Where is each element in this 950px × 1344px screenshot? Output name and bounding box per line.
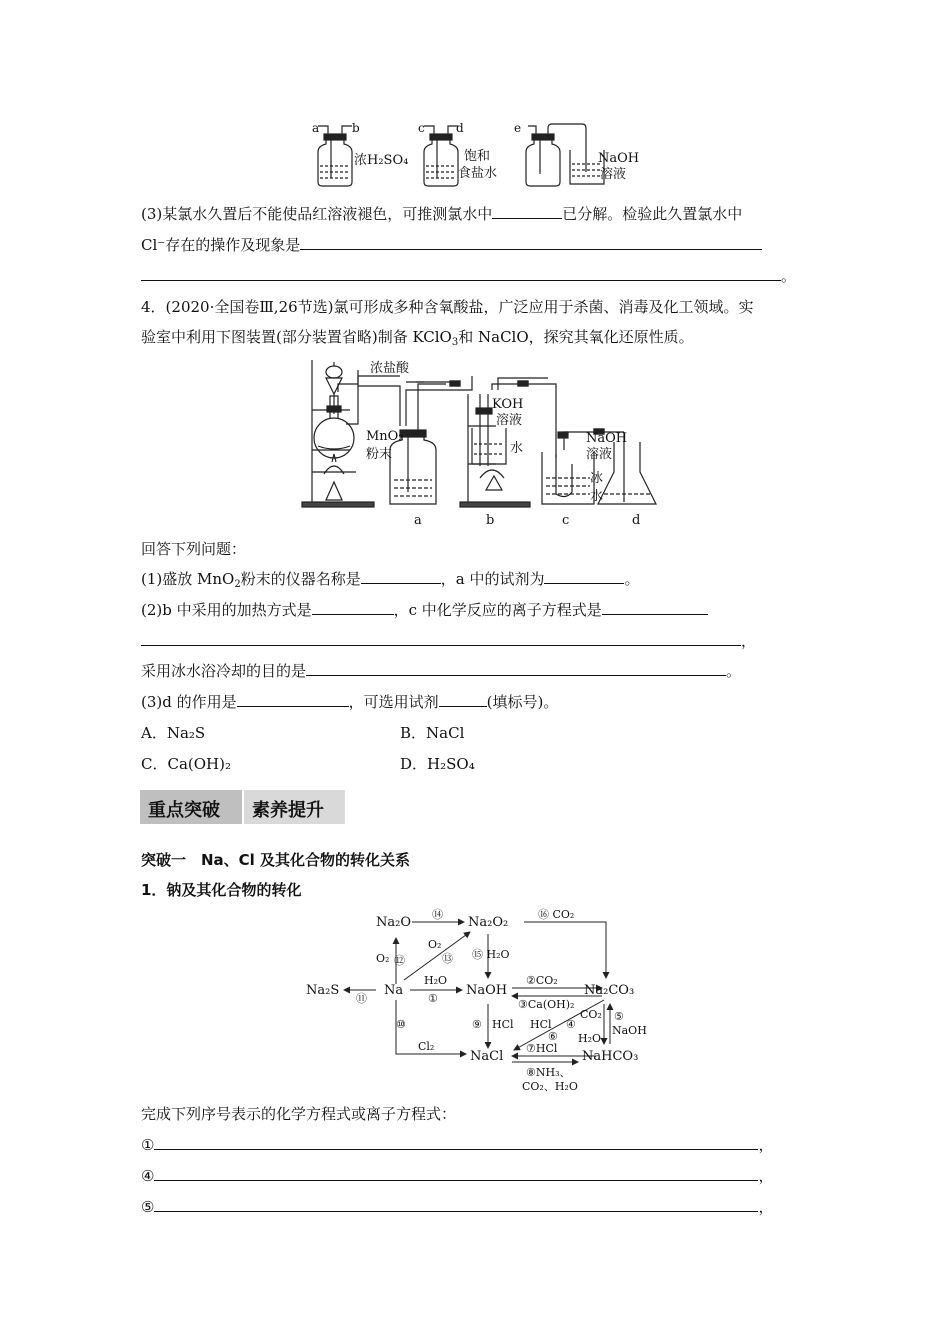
blank[interactable] (312, 600, 394, 615)
step-13: ⑬ (442, 952, 453, 965)
label-c: c (418, 122, 425, 135)
koh-label-2: 溶液 (496, 413, 523, 428)
blank[interactable] (439, 692, 487, 707)
mno2-label: MnO₂ (366, 429, 404, 444)
blank[interactable] (154, 1166, 758, 1181)
beaker-label-2: 溶液 (600, 167, 627, 182)
label-a-fig2: a (414, 513, 422, 528)
step-15: ⑮ H₂O (472, 948, 510, 961)
step-7: ⑦HCl (526, 1042, 558, 1055)
step-14: ⑭ (432, 908, 443, 921)
blank[interactable] (154, 1135, 758, 1150)
banner-text-1: 重点突破 (148, 800, 220, 821)
step-4-co2: CO₂ (580, 1008, 602, 1021)
answer-line-4: ④ ， (141, 1167, 774, 1185)
hcl-label: 浓盐酸 (370, 361, 410, 376)
koh-label-1: KOH (492, 397, 524, 412)
option-c: C．Ca(OH)₂ (141, 755, 231, 773)
blank[interactable] (237, 692, 349, 707)
q4-part2-cont: ， (141, 630, 756, 651)
label-b: b (352, 122, 360, 135)
apparatus-figure (296, 354, 676, 530)
answer-line-1: ① ， (141, 1136, 774, 1154)
step-9-hcl: HCl (492, 1018, 514, 1031)
q3-line-1: (3)某氯水久置后不能使品红溶液褪色，可推测氯水中 已分解。检验此久置氯水中 (141, 205, 743, 223)
blank[interactable] (154, 1197, 758, 1212)
powder-label: 粉末 (366, 447, 393, 462)
step-cl2: Cl₂ (418, 1040, 435, 1053)
q4-part3: (3)d 的作用是 ，可选用试剂 (填标号)。 (141, 693, 559, 711)
q4-part2: (2)b 中采用的加热方式是 ，c 中化学反应的离子方程式是 (141, 599, 708, 620)
step-5: ⑤ (614, 1010, 624, 1023)
step-o2-b: O₂ (428, 938, 442, 951)
step-4-h2o: H₂O (578, 1032, 602, 1045)
blank[interactable] (602, 600, 708, 615)
blank[interactable] (141, 631, 741, 646)
beaker-label-1: NaOH (598, 151, 640, 166)
q4-part1: (1)盛放 MnO$_2$粉末的仪器名称是 ，a 中的试剂为 。 (141, 570, 640, 590)
step-8: ⑧NH₃、 (526, 1066, 571, 1079)
q3-line-3: 。 (141, 265, 796, 286)
node-naoh: NaOH (466, 983, 508, 998)
ice-label-2: 水 (590, 489, 604, 504)
step-12: ⑫ (394, 954, 405, 967)
blank[interactable] (306, 661, 726, 676)
sodium-conversion-diagram (300, 904, 660, 1096)
step-6: ⑥ (548, 1030, 558, 1043)
section-subtitle: 1．钠及其化合物的转化 (141, 881, 302, 899)
blank[interactable] (141, 266, 781, 281)
blank[interactable] (492, 204, 562, 219)
node-na2s: Na₂S (306, 983, 340, 998)
step-8-b: CO₂、H₂O (522, 1080, 578, 1093)
label-e: e (514, 122, 522, 135)
q4-line-2: 验室中利用下图装置(部分装置省略)制备 KClO$_3$和 NaClO，探究其氧化还原性质。 (141, 328, 694, 348)
step-11: ⑪ (356, 992, 367, 1005)
bottle2-label-1: 饱和 (464, 149, 491, 164)
label-a: a (312, 122, 320, 135)
blank[interactable] (361, 569, 441, 584)
option-d: D．H₂SO₄ (400, 755, 475, 773)
step-1: ① (428, 992, 438, 1005)
step-16: ⑯ CO₂ (538, 908, 575, 921)
step-2: ②CO₂ (526, 974, 558, 987)
step-6-hcl: HCl (530, 1018, 552, 1031)
answer-line-5: ⑤ ， (141, 1198, 774, 1216)
q4-part2-ice: 采用冰水浴冷却的目的是 。 (141, 662, 742, 680)
bottle1-label: 浓H₂SO₄ (354, 153, 409, 168)
step-4: ④ (566, 1018, 576, 1031)
blank[interactable] (300, 235, 762, 250)
section-title: 突破一 Na、Cl 及其化合物的转化关系 (141, 851, 411, 869)
final-intro: 完成下列序号表示的化学方程式或离子方程式： (141, 1105, 457, 1123)
blank[interactable] (544, 569, 624, 584)
step-o2-a: O₂ (376, 952, 390, 965)
label-b-fig2: b (486, 513, 495, 528)
step-9: ⑨ (472, 1018, 482, 1031)
label-d-fig2: d (632, 513, 641, 528)
option-a: A．Na₂S (141, 724, 206, 742)
q4-intro: 回答下列问题： (141, 540, 247, 558)
node-nacl: NaCl (470, 1049, 504, 1064)
q3-line-2: Cl⁻存在的操作及现象是 (141, 234, 762, 255)
q4-line-1: 4．(2020·全国卷Ⅲ,26节选)氯可形成多种含氧酸盐，广泛应用于杀菌、消毒及化工领域。实 (141, 298, 754, 316)
label-d: d (456, 122, 464, 135)
naoh-label-2: 溶液 (586, 447, 613, 462)
banner-text-2: 素养提升 (252, 800, 324, 821)
step-5-naoh: NaOH (612, 1024, 647, 1037)
naoh-label-1: NaOH (586, 431, 628, 446)
node-na2co3: Na₂CO₃ (584, 983, 635, 998)
water-label: 水 (510, 441, 524, 456)
option-b: B．NaCl (400, 724, 465, 742)
gas-washing-bottles-figure (300, 122, 660, 194)
node-na2o2: Na₂O₂ (468, 915, 509, 930)
section-banner (140, 790, 345, 824)
bottle2-label-2: 食盐水 (458, 166, 498, 181)
node-na: Na (384, 983, 404, 998)
step-3: ③Ca(OH)₂ (518, 998, 575, 1011)
step-h2o: H₂O (424, 974, 448, 987)
step-10: ⑩ (396, 1018, 406, 1031)
node-na2o: Na₂O (376, 915, 411, 930)
label-c-fig2: c (562, 513, 570, 528)
ice-label-1: 冰 (590, 471, 604, 486)
node-nahco3: NaHCO₃ (582, 1049, 639, 1064)
